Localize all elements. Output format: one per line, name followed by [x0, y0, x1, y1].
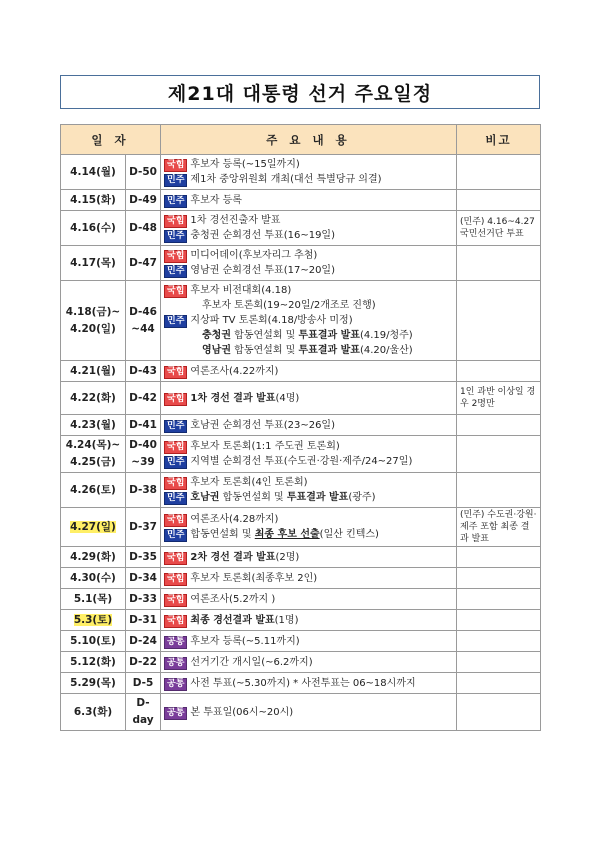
table-row	[61, 473, 541, 508]
dday-text: D-22	[129, 655, 157, 668]
content-line	[164, 655, 453, 670]
party-tag-gukhim: 국힘	[164, 477, 187, 490]
dday-cell	[126, 155, 161, 190]
content-cell	[161, 547, 457, 568]
dday-cell	[126, 694, 161, 731]
date-cell	[61, 155, 126, 190]
note-cell: 1인 과반 이상일 경우 2명만	[457, 382, 541, 415]
table-row	[61, 652, 541, 673]
content-line	[164, 213, 453, 228]
dday-text: D-41	[129, 418, 157, 431]
party-tag-gukhim: 국힘	[164, 441, 187, 454]
content-text: 후보자 비전대회(4.18)	[190, 285, 292, 296]
table-row	[61, 281, 541, 361]
table-row	[61, 547, 541, 568]
date-text: 4.24(목)~	[65, 439, 121, 451]
party-tag-minju: 민주	[164, 174, 187, 187]
header-note: 비고	[457, 125, 541, 155]
party-tag-minju: 민주	[164, 492, 187, 505]
party-tag-gukhim: 국힘	[164, 285, 187, 298]
content-text: 영남권 순회경선 투표(17~20일)	[190, 265, 335, 276]
party-tag-gukhim: 국힘	[164, 215, 187, 228]
date-cell	[61, 652, 126, 673]
date-text: 5.10(토)	[70, 634, 116, 647]
dday-cell	[126, 508, 161, 547]
date-cell	[61, 694, 126, 731]
content-text: 미디어데이(후보자리그 추첨)	[190, 250, 318, 261]
content-text: 합동연설회 및	[190, 529, 255, 540]
note-cell	[457, 547, 541, 568]
party-tag-gukhim: 국힘	[164, 159, 187, 172]
content-text: 합동연설회 및	[231, 330, 299, 341]
table-row	[61, 508, 541, 547]
content-text: 여론조사(5.2까지 )	[190, 593, 276, 605]
note-cell	[457, 281, 541, 361]
note-cell	[457, 589, 541, 610]
content-line	[164, 512, 453, 527]
note-cell: (민주) 4.16~4.27 국민선거단 투표	[457, 211, 541, 246]
content-line	[164, 571, 453, 586]
content-text: 본 투표일(06시~20시)	[190, 706, 294, 718]
content-text: 제1차 중앙위원회 개최(대선 특별당규 의결)	[190, 174, 382, 185]
table-row	[61, 211, 541, 246]
content-text: 후보자 토론회(최종후보 2인)	[190, 572, 318, 584]
table-row	[61, 673, 541, 694]
party-tag-gukhim: 국힘	[164, 552, 187, 565]
dday-cell	[126, 281, 161, 361]
content-cell	[161, 473, 457, 508]
party-tag-minju: 민주	[164, 265, 187, 278]
dday-text: D-49	[129, 193, 157, 206]
content-line	[164, 298, 453, 313]
content-text: 사전 투표(~5.30까지) * 사전투표는 06~18시까지	[190, 677, 416, 689]
dday-text: D-31	[129, 613, 157, 626]
table-row	[61, 610, 541, 631]
dday-cell	[126, 415, 161, 436]
schedule-table	[60, 124, 541, 731]
party-tag-minju: 민주	[164, 456, 187, 469]
date-text: 4.20(일)	[70, 322, 116, 335]
date-text: 4.15(화)	[70, 193, 116, 206]
dday-text: D-50	[129, 165, 157, 178]
content-text: (1명)	[274, 614, 299, 626]
date-text: 4.26(토)	[70, 483, 116, 496]
date-cell	[61, 382, 126, 415]
party-tag-gukhim: 국힘	[164, 573, 187, 586]
header-content: 주 요 내 용	[161, 125, 457, 155]
date-cell	[61, 508, 126, 547]
content-text: 지역별 순회경선 투표(수도권·강원·제주/24~27일)	[190, 456, 413, 467]
content-text: (4.20/울산)	[359, 345, 413, 356]
date-text: 4.21(월)	[70, 364, 116, 377]
date-text: 4.29(화)	[70, 550, 116, 563]
table-header-row	[61, 125, 541, 155]
dday-text: D-46	[129, 305, 157, 318]
dday-cell	[126, 610, 161, 631]
note-cell	[457, 473, 541, 508]
content-line	[164, 613, 453, 628]
dday-text: D-40	[129, 439, 157, 451]
note-cell	[457, 246, 541, 281]
date-text: 5.3(토)	[73, 613, 113, 626]
dday-text: ~39	[131, 456, 155, 468]
dday-text: D-47	[129, 256, 157, 269]
bold-text: 투표결과 발표	[298, 345, 360, 356]
dday-cell	[126, 246, 161, 281]
dday-cell	[126, 568, 161, 589]
dday-cell	[126, 652, 161, 673]
content-cell	[161, 211, 457, 246]
content-line	[164, 193, 453, 208]
content-text: 여론조사(4.28까지)	[190, 514, 279, 525]
content-line	[164, 283, 453, 298]
content-text: 후보자 토론회(1:1 주도권 토론회)	[190, 441, 340, 452]
date-cell	[61, 589, 126, 610]
header-date: 일 자	[61, 125, 161, 155]
content-line	[164, 248, 453, 263]
content-cell	[161, 436, 457, 473]
content-cell	[161, 652, 457, 673]
content-cell	[161, 246, 457, 281]
dday-text: D-48	[129, 221, 157, 234]
bold-text: 호남권	[190, 492, 220, 503]
dday-text: D-5	[132, 676, 154, 689]
content-cell	[161, 694, 457, 731]
table-row	[61, 382, 541, 415]
date-text: 6.3(화)	[73, 705, 113, 718]
dday-text: D-37	[129, 520, 157, 533]
party-tag-gukhim: 국힘	[164, 615, 187, 628]
content-text: 합동연설회 및	[219, 492, 287, 503]
content-text: 후보자 토론회(19~20일/2개조로 진행)	[202, 300, 376, 311]
dday-text: D-35	[129, 550, 157, 563]
date-cell	[61, 673, 126, 694]
party-tag-gukhim: 국힘	[164, 366, 187, 379]
table-row	[61, 694, 541, 731]
content-cell	[161, 281, 457, 361]
dday-text: D-38	[129, 483, 157, 496]
bold-text: 최종 경선결과 발표	[190, 614, 275, 626]
content-text: 충청권 순회경선 투표(16~19일)	[190, 230, 335, 241]
party-tag-gukhim: 국힘	[164, 393, 187, 406]
bold-underline-text: 최종 후보 선출	[254, 529, 320, 540]
content-line	[164, 157, 453, 172]
content-text: 호남권 순회경선 투표(23~26일)	[190, 419, 335, 431]
title-box	[60, 75, 540, 109]
date-text: 4.17(목)	[70, 256, 116, 269]
date-text: 4.16(수)	[70, 221, 116, 234]
table-row	[61, 631, 541, 652]
content-cell	[161, 155, 457, 190]
date-text: 4.25(금)	[70, 456, 116, 468]
table-row	[61, 436, 541, 473]
content-line	[164, 475, 453, 490]
date-text: 4.22(화)	[70, 391, 116, 404]
dday-text: ~44	[131, 322, 155, 335]
dday-cell	[126, 473, 161, 508]
dday-text: D-33	[129, 592, 157, 605]
content-cell	[161, 190, 457, 211]
date-cell	[61, 547, 126, 568]
content-text: 후보자 등록(~15일까지)	[190, 159, 300, 170]
date-cell	[61, 568, 126, 589]
content-cell	[161, 631, 457, 652]
party-tag-gukhim: 국힘	[164, 250, 187, 263]
content-line	[164, 439, 453, 454]
dday-cell	[126, 631, 161, 652]
content-text: (일산 킨텍스)	[319, 529, 379, 540]
dday-cell	[126, 382, 161, 415]
content-line	[164, 328, 453, 343]
table-row	[61, 155, 541, 190]
content-line	[164, 490, 453, 505]
note-cell	[457, 190, 541, 211]
note-cell	[457, 415, 541, 436]
content-line	[164, 527, 453, 542]
content-line	[164, 634, 453, 649]
date-text: 4.27(일)	[70, 520, 116, 533]
date-text: 4.18(금)~	[65, 305, 121, 318]
content-line	[164, 343, 453, 358]
date-cell	[61, 211, 126, 246]
note-cell	[457, 155, 541, 190]
note-cell	[457, 631, 541, 652]
dday-text: D-42	[129, 391, 157, 404]
table-row	[61, 415, 541, 436]
dday-cell	[126, 589, 161, 610]
date-cell	[61, 436, 126, 473]
dday-cell	[126, 190, 161, 211]
date-cell	[61, 281, 126, 361]
party-tag-minju: 민주	[164, 195, 187, 208]
party-tag-minju: 민주	[164, 529, 187, 542]
dday-cell	[126, 436, 161, 473]
content-line	[164, 592, 453, 607]
date-cell	[61, 610, 126, 631]
bold-text: 영남권	[202, 345, 231, 356]
content-text: (2명)	[275, 551, 300, 563]
note-cell	[457, 610, 541, 631]
table-row	[61, 246, 541, 281]
date-text: 4.30(수)	[70, 571, 116, 584]
dday-text: D-24	[129, 634, 157, 647]
date-text: 5.1(목)	[73, 592, 113, 605]
content-text: 1차 경선진출자 발표	[190, 215, 281, 226]
date-text: 4.23(월)	[70, 418, 116, 431]
dday-cell	[126, 211, 161, 246]
content-text: (4명)	[275, 392, 300, 404]
content-line	[164, 550, 453, 565]
bold-text: 2차 경선 결과 발표	[190, 551, 276, 563]
note-cell	[457, 568, 541, 589]
note-cell	[457, 361, 541, 382]
date-cell	[61, 190, 126, 211]
dday-cell	[126, 361, 161, 382]
table-row	[61, 589, 541, 610]
date-text: 5.12(화)	[70, 655, 116, 668]
content-line	[164, 676, 453, 691]
note-cell	[457, 694, 541, 731]
date-text: 4.14(월)	[70, 165, 116, 178]
content-text: 후보자 토론회(4인 토론회)	[190, 477, 308, 488]
bold-text: 투표결과 발표	[286, 492, 349, 503]
content-cell	[161, 382, 457, 415]
party-tag-gongtong: 공통	[164, 707, 187, 720]
content-line	[164, 263, 453, 278]
content-text: 후보자 등록(~5.11까지)	[190, 635, 300, 647]
dday-text: D-34	[129, 571, 157, 584]
content-cell	[161, 568, 457, 589]
date-text: 5.29(목)	[70, 676, 116, 689]
content-line	[164, 228, 453, 243]
table-row	[61, 190, 541, 211]
party-tag-minju: 민주	[164, 230, 187, 243]
note-cell: (민주) 수도권·강원·제주 포함 최종 결과 발표	[457, 508, 541, 547]
content-cell	[161, 361, 457, 382]
date-cell	[61, 361, 126, 382]
content-line	[164, 705, 453, 720]
content-line	[164, 172, 453, 187]
content-line	[164, 364, 453, 379]
party-tag-gongtong: 공통	[164, 636, 187, 649]
content-text: (광주)	[348, 492, 376, 503]
content-text: 지상파 TV 토론회(4.18/방송사 미정)	[190, 315, 353, 326]
dday-cell	[126, 673, 161, 694]
date-cell	[61, 631, 126, 652]
content-cell	[161, 415, 457, 436]
party-tag-minju: 민주	[164, 315, 187, 328]
content-text: (4.19/청주)	[359, 330, 413, 341]
content-cell	[161, 610, 457, 631]
dday-cell	[126, 547, 161, 568]
note-cell	[457, 673, 541, 694]
bold-text: 1차 경선 결과 발표	[190, 392, 276, 404]
content-cell	[161, 589, 457, 610]
content-line	[164, 454, 453, 469]
content-line	[164, 313, 453, 328]
content-text: 합동연설회 및	[231, 345, 299, 356]
content-line	[164, 391, 453, 406]
content-line	[164, 418, 453, 433]
party-tag-minju: 민주	[164, 420, 187, 433]
table-row	[61, 568, 541, 589]
party-tag-gongtong: 공통	[164, 657, 187, 670]
party-tag-gukhim: 국힘	[164, 514, 187, 527]
party-tag-gukhim: 국힘	[164, 594, 187, 607]
content-cell	[161, 673, 457, 694]
content-cell	[161, 508, 457, 547]
bold-text: 충청권	[202, 330, 231, 341]
content-text: 여론조사(4.22까지)	[190, 365, 279, 377]
content-text: 후보자 등록	[190, 194, 242, 206]
date-cell	[61, 415, 126, 436]
dday-text: D-43	[129, 364, 157, 377]
note-cell	[457, 436, 541, 473]
page-title: 제21대 대통령 선거 주요일정	[167, 82, 433, 105]
content-text: 선거기간 개시일(~6.2까지)	[190, 656, 313, 668]
party-tag-gongtong: 공통	[164, 678, 187, 691]
table-row	[61, 361, 541, 382]
note-cell	[457, 652, 541, 673]
bold-text: 투표결과 발표	[298, 330, 360, 341]
date-cell	[61, 473, 126, 508]
dday-text: D-day	[132, 697, 154, 726]
date-cell	[61, 246, 126, 281]
